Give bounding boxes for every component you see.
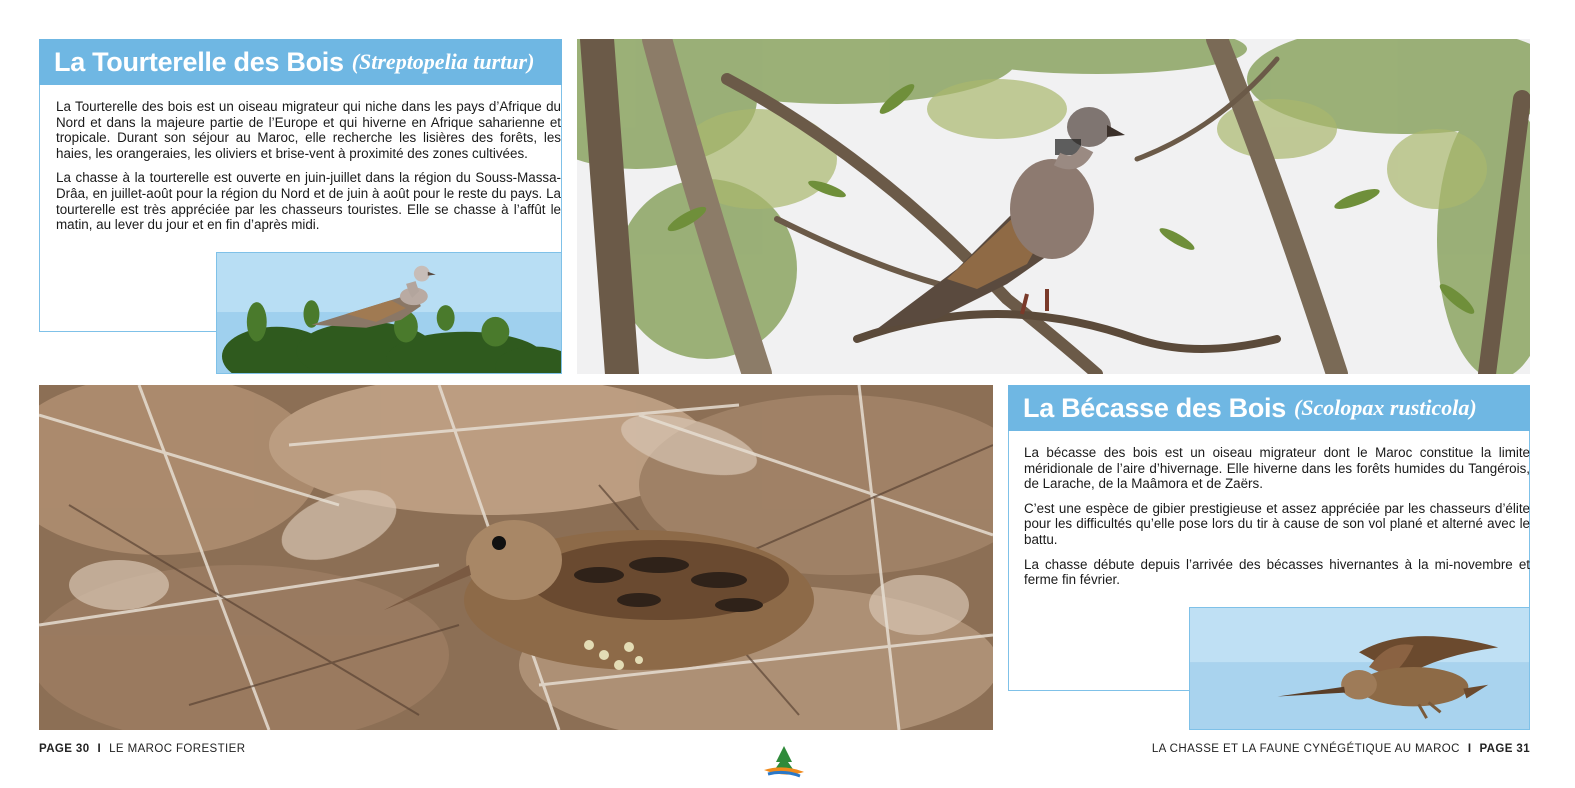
woodcock-scientific-name: (Scolopax rusticola) [1293,395,1477,420]
woodcock-paragraph-1: La bécasse des bois est un oiseau migrateur dont le Maroc constitue la limite méridionale de l’aire d’hivernage. Elle hiverne dans les forêts humides du Tangérois, de Larache, de la Maâmora et de Zaërs. [1024,445,1530,492]
footer-right [1152,743,1530,755]
turtledove-paragraph-1: La Tourterelle des bois est un oiseau migrateur qui niche dans les pays d’Afrique du Nord et dans la majeure partie de l’Europe et qui hiverne en Afrique saharienne et tropicale. Durant son séjour au Maroc, elle recherche les lisières des forêts, les haies, les orangeraies, les oliviers et brise-vent à proximité des zones cultivées. [56,99,561,161]
turtledove-scientific-name: (Streptopelia turtur) [351,49,535,74]
turtledove-title-bar [39,39,562,85]
footer-right-separator: I [1467,743,1472,755]
turtledove-body [56,99,561,242]
woodcock-inset-image [1190,608,1529,729]
footer-right-page-number: PAGE 31 [1479,743,1530,755]
footer-right-publication-title: LA CHASSE ET LA FAUNE CYNÉGÉTIQUE AU MAROC [1151,743,1460,755]
footer-left-separator: I [97,743,102,755]
woodcock-title-bar [1008,385,1530,431]
woodcock-paragraph-2: C’est une espèce de gibier prestigieuse et assez appréciée par les chasseurs d’élite pour les difficultés qu’elle pose lors du tir à cause de son vol plané et alterné avec le battu. [1024,500,1530,547]
woodcock-paragraph-3: La chasse débute depuis l’arrivée des bécasses hivernantes à la mi-novembre et ferme fin février. [1024,556,1530,588]
woodcock-title: La Bécasse des Bois [1023,392,1286,423]
woodcock-main-image [39,385,993,730]
turtledove-title: La Tourterelle des Bois [54,46,344,77]
turtledove-main-photo [577,39,1530,374]
woodcock-main-photo [39,385,993,730]
turtledove-main-image [577,39,1530,374]
forest-logo-icon [760,744,808,778]
turtledove-paragraph-2: La chasse à la tourterelle est ouverte en juin-juillet dans la région du Souss-Massa-Drâa, en juillet-août pour la région du Nord et de juin à août pour le reste du pays. La tourterelle est très appréciée par les chasseurs touristes. Elle se chasse à l’affût le matin, au lever du jour et en fin d’après midi. [56,170,561,233]
footer-left-page-number: PAGE 30 [39,743,90,755]
turtledove-inset-image [217,253,561,373]
turtledove-inset-photo [216,252,562,374]
footer-left-publication-title: LE MAROC FORESTIER [109,743,246,755]
woodcock-inset-photo [1189,607,1530,730]
woodcock-body [1024,445,1530,597]
footer-left [39,743,245,755]
